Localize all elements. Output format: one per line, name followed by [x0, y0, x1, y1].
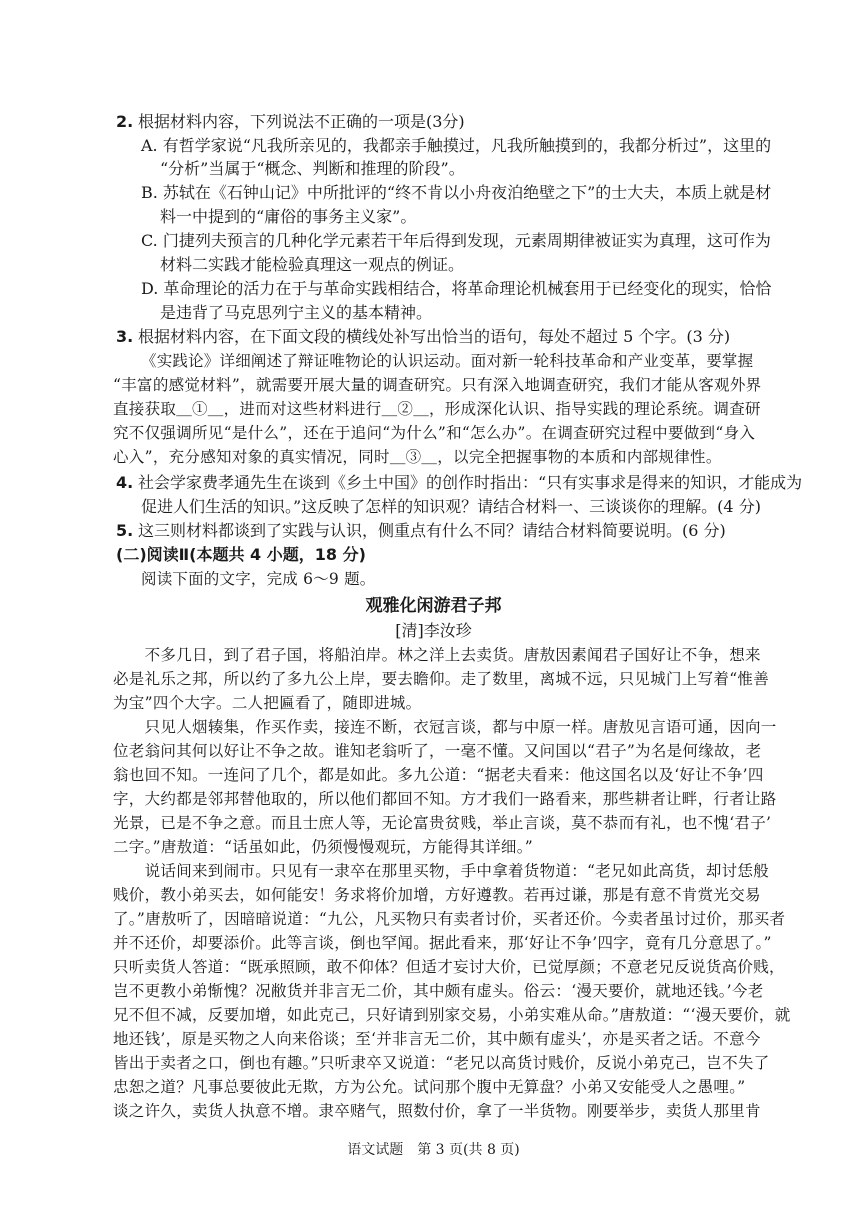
passage-line: 翁也回不知。一连问了几个，都是如此。多九公道：“据老夫看来：他这国名以及‘好让不争’四 [113, 766, 764, 784]
passage-line: 忠恕之道？凡事总要彼此无欺，方为公允。试问那个腹中无算盘？小弟又安能受人之愚哩。” [113, 1078, 746, 1096]
question-text: 根据材料内容，在下面文段的横线处补写出恰当的语句，每处不超过 5 个字。(3 分) [138, 327, 731, 346]
passage-line: 为宝”四个大字。二人把匾看了，随即进城。 [113, 694, 422, 712]
passage-line: 只听卖货人答道：“既承照顾，敢不仰体？但适才妄讨大价，已觉厚颜；不意老兄反说货高价贱， [113, 958, 785, 976]
option-a-line-2: “分析”当属于“概念、判断和推理的阶段”。 [160, 159, 465, 178]
question-4-line-2: 促进人们生活的知识。”这反映了怎样的知识观？请结合材料一、三谈谈你的理解。(4 分) [141, 497, 761, 516]
page-footer: 语文试题 第 3 页(共 8 页) [347, 1142, 520, 1158]
passage-line: 岂不更教小弟惭愧？况敝货并非言无二价，其中颇有虚头。俗云：‘漫天要价，就地还钱。’今老 [113, 982, 764, 1000]
section-instruction: 阅读下面的文字，完成 6～9 题。 [141, 570, 376, 588]
passage-line: 并不还价，却要添价。此等言谈，倒也罕闻。据此看来，那‘好让不争’四字，竟有几分意思了。” [113, 934, 772, 952]
option-d-line-2: 是违背了马克思列宁主义的基本精神。 [160, 303, 433, 322]
passage-line: 谈之许久，卖货人执意不增。隶卒赌气，照数付价，拿了一半货物。刚要举步，卖货人那里肯 [113, 1102, 761, 1120]
option-b-line-2: 料一中提到的“庸俗的事务主义家”。 [160, 207, 417, 226]
option-a-line-1: A. 有哲学家说“凡我所亲见的，我都亲手触摸过，凡我所触摸到的，我都分析过”，这里的 [141, 136, 772, 155]
question-5-stem [116, 519, 726, 543]
question-text: 这三则材料都谈到了实践与认识，侧重点有什么不同？请结合材料简要说明。(6 分) [138, 521, 726, 540]
q3-passage-line-4: 究不仅强调所见“是什么”，还在于追问“为什么”和“怎么办”。在调查研究过程中要做到“身入 [113, 424, 756, 442]
section-heading: (二)阅读Ⅱ(本题共 4 小题，18 分) [116, 545, 366, 564]
passage-line: 说话间来到闹市。只见有一隶卒在那里买物，手中拿着货物道：“老兄如此高货，却讨恁般 [113, 862, 770, 880]
question-number: 4. [116, 473, 134, 492]
option-c-line-2: 材料二实践才能检验真理这一观点的例证。 [160, 255, 465, 274]
question-2-stem [116, 110, 465, 134]
question-number: 5. [116, 521, 134, 540]
passage-title: 观雅化闲游君子邦 [365, 596, 502, 616]
question-4-stem [116, 471, 802, 495]
passage-line: 皆出于卖者之口，倒也有趣。”只听隶卒又说道：“老兄以高货讨贱价，反说小弟克己，岂不失了 [113, 1054, 770, 1072]
passage-line: 只见人烟辏集，作买作卖，接连不断，衣冠言谈，都与中原一样。唐敖见言语可通，因向一 [113, 718, 777, 736]
question-3-stem [116, 325, 730, 349]
passage-line: 不多几日，到了君子国，将船泊岸。林之洋上去卖货。唐敖因素闻君子国好让不争，想来 [113, 646, 761, 664]
question-number: 2. [116, 112, 134, 131]
q3-passage-line-5: 心入”，充分感知对象的真实情况，同时＿③＿，以完全把握事物的本质和内部规律性。 [113, 448, 722, 466]
question-text: 根据材料内容，下列说法不正确的一项是(3分) [138, 112, 465, 131]
question-number: 3. [116, 327, 134, 346]
q3-passage-line-1: 《实践论》详细阐述了辩证唯物论的认识运动。面对新一轮科技革命和产业变革，要掌握 [141, 352, 754, 370]
option-d-line-1: D. 革命理论的活力在于与革命实践相结合，将革命理论机械套用于已经变化的现实，恰恰 [141, 279, 772, 298]
passage-line: 位老翁问其何以好让不争之故。谁知老翁听了，一毫不懂。又问国以“君子”为名是何缘故，老 [113, 742, 762, 760]
passage-line: 字，大约都是邻邦替他取的，所以他们都回不知。方才我们一路看来，那些耕者让畔，行者让路 [113, 790, 777, 808]
question-text: 社会学家费孝通先生在谈到《乡土中国》的创作时指出：“只有实事求是得来的知识，才能成为 [138, 473, 803, 492]
passage-line: 了。”唐敖听了，因暗暗说道：“九公，凡买物只有卖者讨价，买者还价。今卖者虽讨过价，那买者 [113, 910, 786, 928]
passage-line: 二字。”唐敖道：“话虽如此，仍须慢慢观玩，方能得其详细。” [113, 838, 533, 856]
passage-line: 地还钱’，原是买物之人向来俗谈；至‘并非言无二价，其中颇有虚头’，亦是买者之话。不意今 [113, 1030, 761, 1048]
q3-passage-line-3: 直接获取＿①＿，进而对这些材料进行＿②＿，形成深化认识、指导实践的理论系统。调查研 [113, 400, 761, 418]
passage-line: 贱价，教小弟买去，如何能安！务求将价加增，方好遵教。若再过谦，那是有意不肯赏光交易 [113, 886, 761, 904]
passage-line: 光景，已是不争之意。而且士庶人等，无论富贵贫贱，举止言谈，莫不恭而有礼，也不愧‘君子’ [113, 814, 772, 832]
passage-line: 必是礼乐之邦，所以约了多九公上岸，要去瞻仰。走了数里，离城不远，只见城门上写着“惟善 [113, 670, 770, 688]
option-b-line-1: B. 苏轼在《石钟山记》中所批评的“终不肯以小舟夜泊绝壁之下”的士大夫，本质上就是材 [141, 183, 772, 202]
q3-passage-line-2: “丰富的感觉材料”，就需要开展大量的调查研究。只有深入地调查研究，我们才能从客观外界 [113, 376, 762, 394]
passage-author: [清]李汝珍 [395, 621, 472, 640]
passage-line: 兄不但不减，反要加增，如此克己，只好请到别家交易，小弟实难从命。”唐敖道：“‘漫天要价，就 [113, 1006, 791, 1024]
option-c-line-1: C. 门捷列夫预言的几种化学元素若干年后得到发现，元素周期律被证实为真理，这可作为 [141, 231, 771, 250]
